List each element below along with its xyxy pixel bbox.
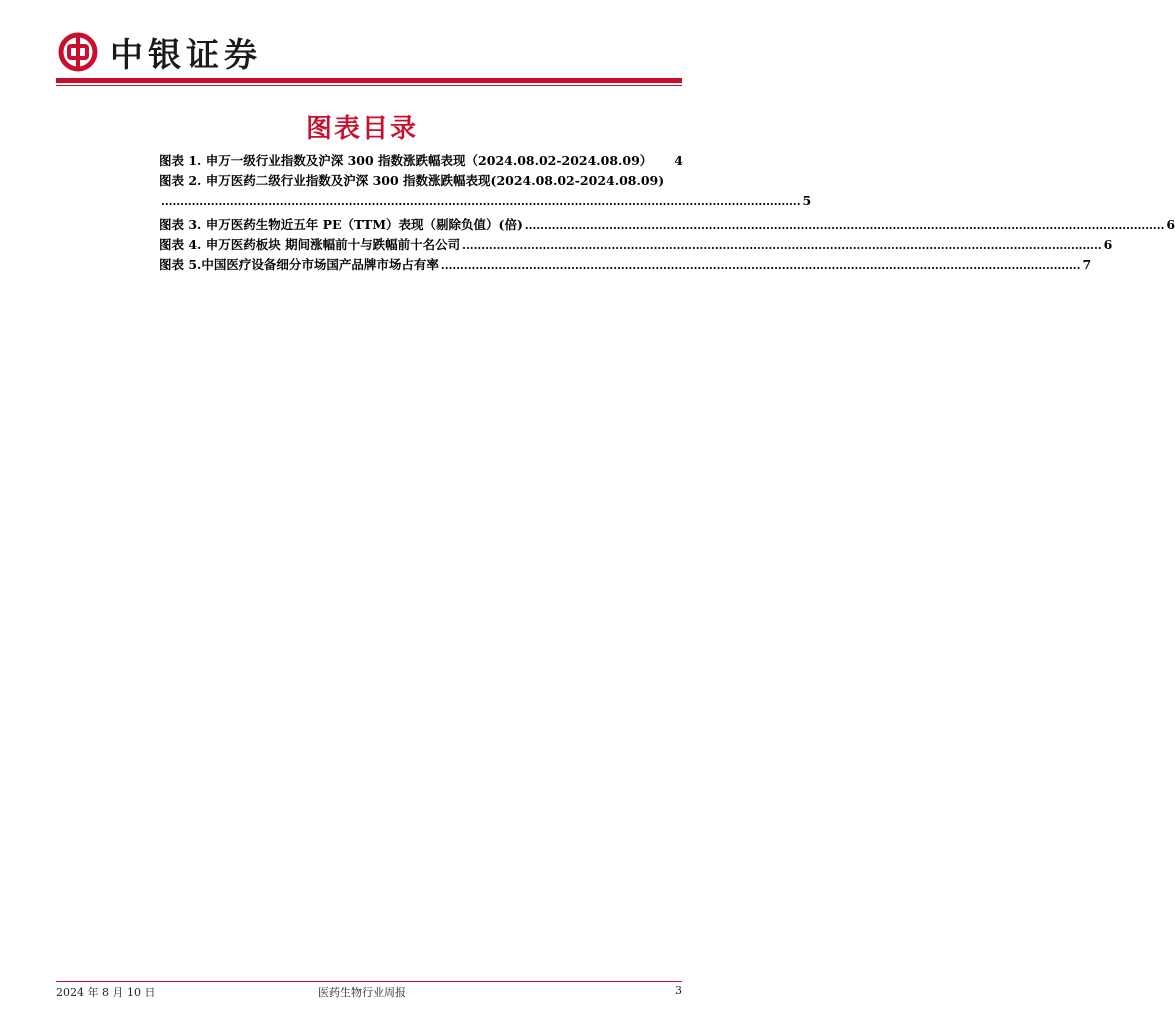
company-name: 中银证券	[110, 34, 262, 74]
toc-item-page: 5	[802, 193, 812, 208]
footer-report-name: 医药生物行业周报	[318, 986, 406, 999]
toc-item-page: 7	[1082, 257, 1092, 272]
toc-item[interactable]	[159, 171, 683, 191]
toc-item[interactable]	[159, 215, 1175, 235]
toc-leader: .......................................................................................................................................................................	[462, 239, 1102, 252]
toc-item[interactable]	[159, 235, 1113, 255]
footer-date: 2024 年 8 月 10 日	[56, 986, 156, 999]
toc-item-continuation[interactable]	[159, 191, 812, 215]
table-of-figures	[159, 151, 1175, 275]
toc-item-label: 图表 5.中国医疗设备细分市场国产品牌市场占有率	[159, 257, 439, 272]
brand-logo	[58, 32, 262, 72]
toc-item[interactable]	[159, 151, 683, 171]
toc-item-page: 4	[674, 153, 683, 168]
toc-leader: .......................................................................................................................................................................	[440, 259, 1081, 272]
footer-rule	[56, 981, 682, 982]
toc-item-label: 图表 3. 申万医药生物近五年 PE（TTM）表现（剔除负值）(倍)	[159, 217, 523, 232]
toc-item[interactable]	[159, 255, 1092, 275]
toc-item-page: 6	[1166, 217, 1175, 232]
toc-item-label: 图表 1. 申万一级行业指数及沪深 300 指数涨跌幅表现（2024.08.02-2024.08.09）	[159, 153, 653, 168]
toc-title: 图表目录	[305, 114, 418, 144]
toc-item-page: 6	[1103, 237, 1113, 252]
bank-of-china-logo-icon	[58, 32, 98, 72]
toc-leader: .......................................................................................................................................................................	[524, 219, 1165, 232]
header-bar	[56, 78, 682, 83]
header-rule	[56, 85, 682, 86]
toc-item-label: 图表 2. 申万医药二级行业指数及沪深 300 指数涨跌幅表现(2024.08.02-2024.08.09)	[159, 173, 665, 188]
footer-page-number: 3	[675, 984, 682, 997]
toc-item-label: 图表 4. 申万医药板块 期间涨幅前十与跌幅前十名公司	[159, 237, 461, 252]
toc-leader: .......................................................................................................................................................................	[161, 195, 801, 208]
